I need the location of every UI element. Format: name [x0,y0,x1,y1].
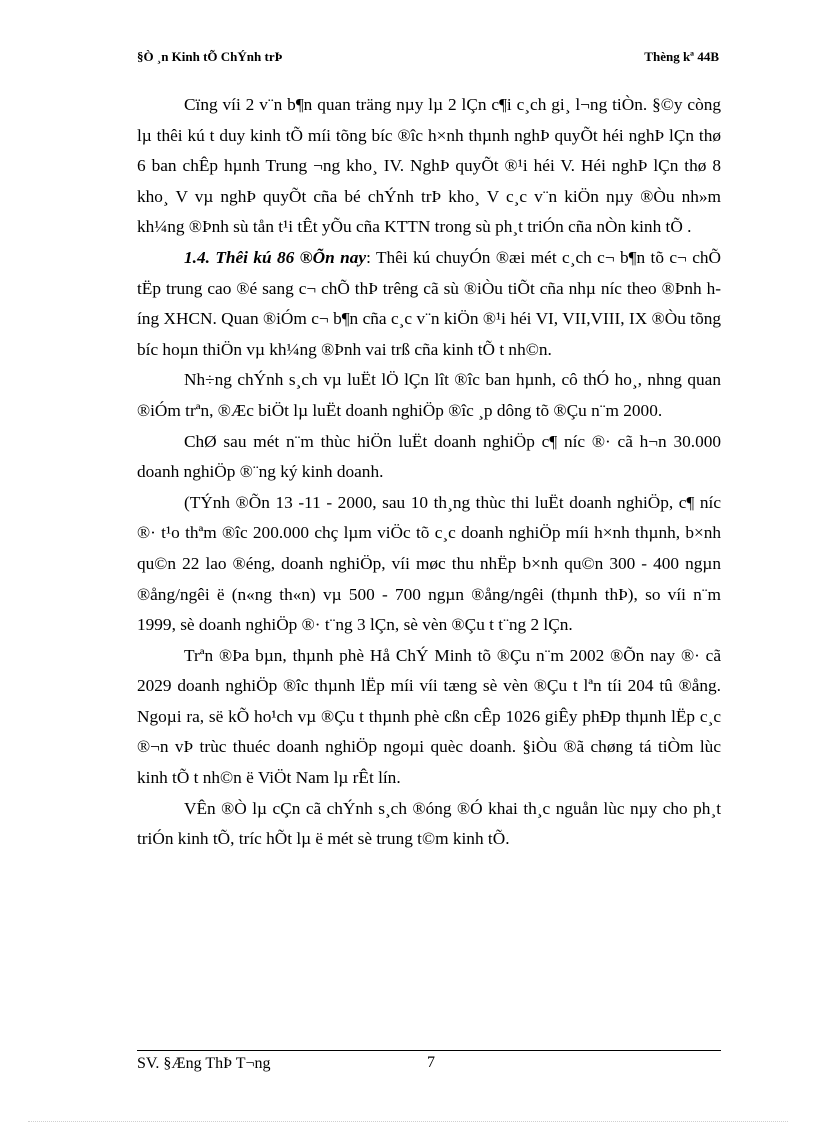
section-paragraph [137,243,721,365]
footer-divider [137,1050,721,1051]
paragraph: (TÝnh ®Õn 13 -11 - 2000, sau 10 th¸ng thùc thi luËt doanh nghiÖp, c¶ níc ®· t¹o thªm ®îc 200.000 chç lµm viÖc tõ c¸c doanh nghiÖp míi h×nh thµnh, b×nh qu©n 22 lao ®éng, doanh nghiÖp, víi møc thu nhËp b×nh qu©n 300 - 400 ngµn ®ång/ngêi ë (n«ng th«n) vµ 500 - 700 ngµn ®ång/ngêi (thµnh thÞ), so víi n¨m 1999, sè doanh nghiÖp ®· t¨ng 3 lÇn, sè vèn ®Çu t t¨ng 2 lÇn. [137,492,721,635]
section-title: 1.4. Thêi kú 86 ®Õn nay [184,247,367,267]
paragraph: Trªn ®Þa bµn, thµnh phè Hå ChÝ Minh tõ ®Çu n¨m 2002 ®Õn nay ®· cã 2029 doanh nghiÖp ®îc thµnh lËp míi víi tæng sè vèn ®Çu t lªn tíi 204 tû ®ång. Ngoµi ra, së kÕ ho¹ch vµ ®Çu t thµnh phè cßn cÊp 1026 giÊy phÐp thµnh lËp c¸c ®¬n vÞ trùc thuéc doanh nghiÖp ngoµi quèc doanh. §iÒu ®ã chøng tá tiÒm lùc kinh tÕ t nh©n ë ViÖt Nam lµ rÊt lín. [137,645,721,788]
paragraph: ChØ sau mét n¨m thùc hiÖn luËt doanh nghiÖp c¶ níc ®· cã h¬n 30.000 doanh nghiÖp ®¨ng ký kinh doanh. [137,431,721,482]
paragraph: Nh÷ng chÝnh s¸ch vµ luËt lÖ lÇn lît ®îc ban hµnh, cô thÓ ho¸, nhng quan ®iÓm trªn, ®Æc biÖt lµ luËt doanh nghiÖp ®îc ¸p dông tõ ®Çu n¨m 2000. [137,370,721,420]
section-text: : Thêi kú chuyÓn ®æi mét c¸ch c¬ b¶n tõ c¬ chÕ tËp trung cao ®é sang c¬ chÕ thÞ trêng cã sù ®iÒu tiÕt cña nhµ níc theo ®Þnh híng XHCN. Quan ®iÓm c¬ b¶n cña c¸c v¨n kiÖn ®¹i héi VI, VII,VIII, IX ®Òu tõng bíc hoµn thiÖn vµ kh¼ng ®Þnh vai trß cña kinh tÕ t nh©n. [137,247,721,359]
paragraph: VÊn ®Ò lµ cÇn cã chÝnh s¸ch ®óng ®Ó khai th¸c nguån lùc nµy cho ph¸t triÓn kinh tÕ, tríc hÕt lµ ë mét sè trung t©m kinh tÕ. [137,798,721,849]
page-bottom-edge [28,1121,788,1122]
footer-author: SV. §Æng ThÞ T¬ng [137,1055,271,1072]
running-header-class: Thèng kª 44B [644,49,719,64]
running-header-title: §Ò ¸n Kinh tÕ ChÝnh trÞ [137,49,283,64]
page-number: 7 [427,1054,435,1071]
paragraph: Cïng víi 2 v¨n b¶n quan träng nµy lµ 2 lÇn c¶i c¸ch gi¸ l¬ng tiÒn. §©y còng lµ thêi kú t duy kinh tÕ míi tõng bíc ®îc h×nh thµnh nghÞ quyÕt héi nghÞ lÇn thø 6 ban chÊp hµnh Trung ¬ng kho¸ IV. NghÞ quyÕt ®¹i héi V. Héi nghÞ lÇn thø 8 kho¸ V vµ nghÞ quyÕt cña bé chÝnh trÞ kho¸ V c¸c v¨n kiÖn nµy ®Òu nh»m kh¼ng ®Þnh sù tån t¹i tÊt yÕu cña KTTN trong sù ph¸t triÓn cña nÒn kinh tÕ . [137,95,721,237]
document-body [137,90,721,855]
